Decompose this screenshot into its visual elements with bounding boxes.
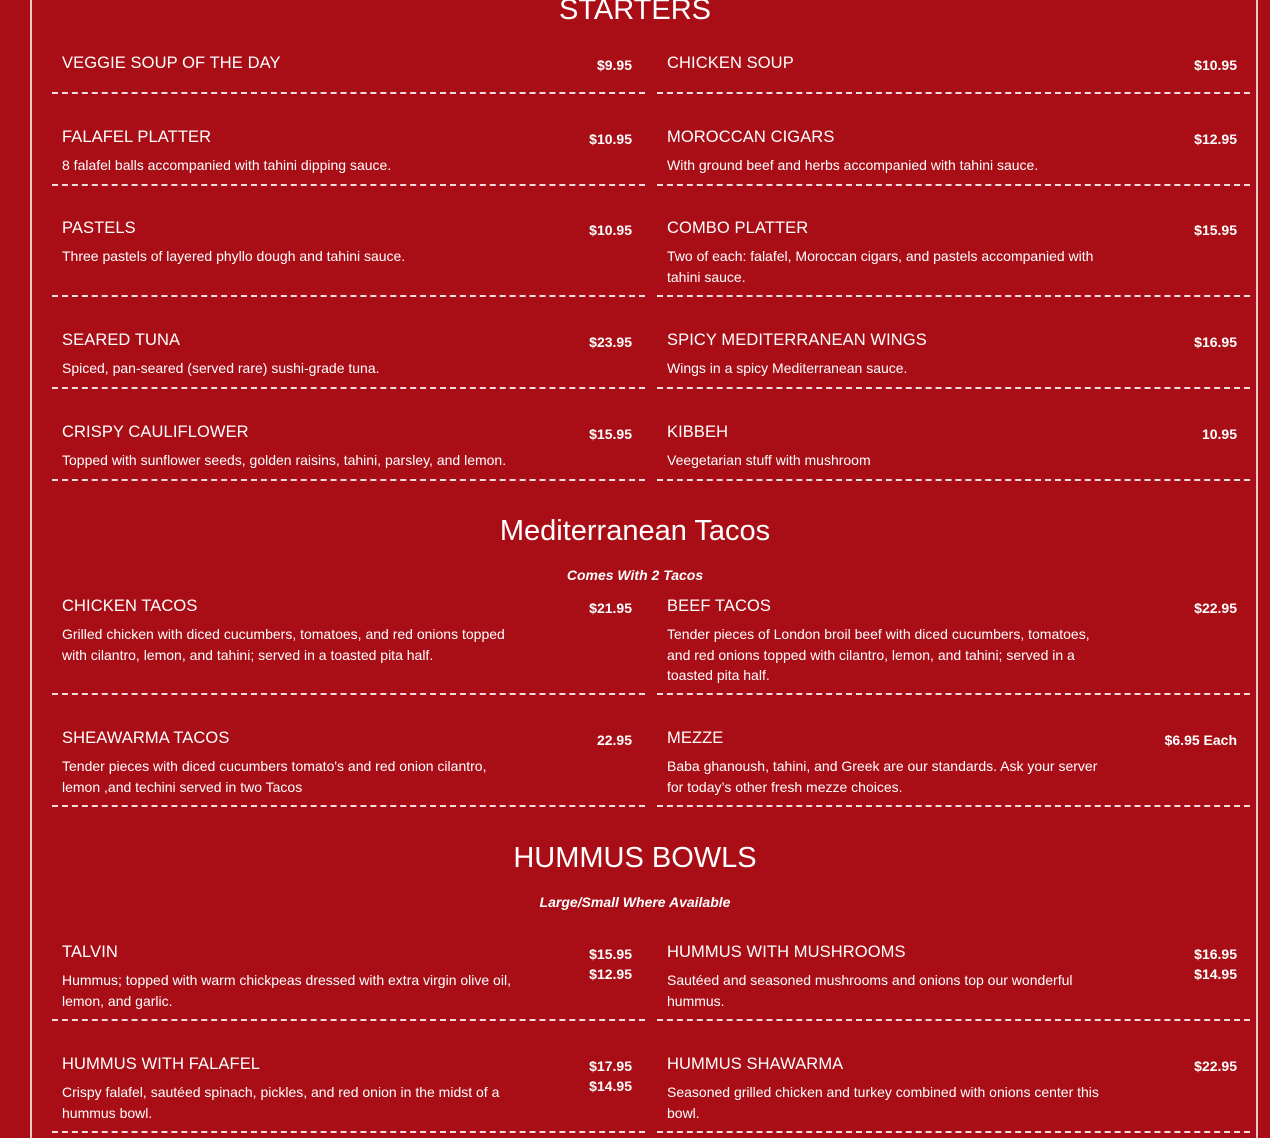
menu-item-crispy-cauliflower [52,423,645,483]
price-small: $14.95 [1194,966,1237,982]
dashed-divider [657,693,1250,695]
item-price: $22.95 [1194,1058,1237,1074]
item-price: 10.95 [1201,426,1237,442]
item-price: $23.95 [589,334,632,350]
item-price: $6.95 Each [1164,732,1237,748]
item-description: Three pastels of layered phyllo dough and tahini sauce. [62,248,406,264]
menu-item-chicken-tacos [52,597,645,697]
item-description: Wings in a spicy Mediterranean sauce. [667,360,908,376]
menu-item-moroccan-cigars [657,128,1250,188]
section-subtitle-hummus: Large/Small Where Available [539,894,731,910]
item-price: $10.95 [589,131,632,147]
dashed-divider [52,92,645,94]
menu-item-shawarma-tacos [52,729,645,809]
item-name: HUMMUS WITH MUSHROOMS [667,943,906,961]
item-price: 22.95 [596,732,632,748]
dashed-divider [657,295,1250,297]
section-subtitle-tacos: Comes With 2 Tacos [566,567,704,583]
item-description: Spiced, pan-seared (served rare) sushi-grade tuna. [62,360,380,376]
item-name: TALVIN [62,943,118,961]
section-title-hummus: HUMMUS BOWLS [513,842,757,874]
menu-item-pastels [52,219,645,299]
dashed-divider [52,1019,645,1021]
item-name: KIBBEH [667,423,729,441]
dashed-divider [657,479,1250,481]
menu-item-falafel-platter [52,128,645,188]
item-name: MEZZE [667,729,724,747]
item-name: FALAFEL PLATTER [62,128,212,146]
dashed-divider [52,184,645,186]
section-title-starters: STARTERS [558,0,711,26]
price-small: $12.95 [589,966,632,982]
item-description: Grilled chicken with diced cucumbers, tomatoes, and red onions topped with cilantro, lemon, and tahini; served in a toasted pita half. [62,626,505,663]
dashed-divider [52,693,645,695]
menu-item-seared-tuna [52,331,645,391]
menu-item-talvin [52,943,645,1023]
item-price: $16.95 [1194,334,1237,350]
menu-item-kibbeh [657,423,1250,483]
item-name: SEARED TUNA [62,331,181,349]
item-price [1194,944,1237,984]
item-price: $10.95 [1194,57,1237,73]
menu-item-veggie-soup [52,54,645,96]
item-description: Tender pieces with diced cucumbers tomato's and red onion cilantro, lemon ,and techini served in two Tacos [62,758,487,795]
item-name: CRISPY CAULIFLOWER [62,423,249,441]
item-description: Baba ghanoush, tahini, and Greek are our standards. Ask your server for today’s other fresh mezze choices. [667,758,1098,795]
item-name: SHEAWARMA TACOS [62,729,230,747]
item-description: Hummus; topped with warm chickpeas dressed with extra virgin olive oil, lemon, and garlic. [62,972,511,1009]
item-description: Sautéed and seasoned mushrooms and onions top our wonderful hummus. [667,972,1073,1009]
item-description: Tender pieces of London broil beef with diced cucumbers, tomatoes, and red onions topped with cilantro, lemon, and tahini; served in a toasted pita half. [667,626,1090,683]
item-price: $15.95 [1194,222,1237,238]
menu-item-hummus-falafel [52,1055,645,1135]
item-price: $9.95 [596,57,632,73]
item-name: CHICKEN SOUP [667,54,794,72]
dashed-divider [657,92,1250,94]
item-name: HUMMUS WITH FALAFEL [62,1055,261,1073]
dashed-divider [657,1019,1250,1021]
item-name: PASTELS [62,219,136,237]
item-price [589,1056,632,1096]
item-description: 8 falafel balls accompanied with tahini dipping sauce. [62,157,392,173]
item-name: CHICKEN TACOS [62,597,198,615]
menu-item-hummus-shawarma [657,1055,1250,1135]
price-large: $17.95 [589,1058,632,1074]
dashed-divider [52,387,645,389]
section-title-tacos: Mediterranean Tacos [499,515,771,547]
menu-item-mezze [657,729,1250,809]
dashed-divider [52,295,645,297]
item-price: $12.95 [1194,131,1237,147]
price-large: $15.95 [589,946,632,962]
dashed-divider [657,387,1250,389]
item-name: HUMMUS SHAWARMA [667,1055,844,1073]
menu-item-hummus-mushrooms [657,943,1250,1023]
item-name: BEEF TACOS [667,597,771,615]
price-small: $14.95 [589,1078,632,1094]
item-price: $21.95 [589,600,632,616]
item-name: SPICY MEDITERRANEAN WINGS [667,331,927,349]
dashed-divider [657,184,1250,186]
item-name: COMBO PLATTER [667,219,809,237]
item-name: VEGGIE SOUP OF THE DAY [62,54,281,72]
item-price: $15.95 [589,426,632,442]
item-price [589,944,632,984]
item-description: Topped with sunflower seeds, golden raisins, tahini, parsley, and lemon. [62,452,507,468]
dashed-divider [52,479,645,481]
dashed-divider [657,805,1250,807]
item-price: $10.95 [589,222,632,238]
menu-item-chicken-soup [657,54,1250,96]
menu-item-combo-platter [657,219,1250,299]
item-description: Seasoned grilled chicken and turkey combined with onions center this bowl. [667,1084,1099,1121]
menu-item-spicy-wings [657,331,1250,391]
item-description: Veegetarian stuff with mushroom [667,452,871,468]
item-price: $22.95 [1194,600,1237,616]
item-name: MOROCCAN CIGARS [667,128,835,146]
menu-item-beef-tacos [657,597,1250,697]
item-description: Two of each: falafel, Moroccan cigars, and pastels accompanied with tahini sauce. [667,248,1094,285]
dashed-divider [52,805,645,807]
item-description: With ground beef and herbs accompanied with tahini sauce. [667,157,1039,173]
item-description: Crispy falafel, sautéed spinach, pickles, and red onion in the midst of a hummus bowl. [62,1084,500,1121]
price-large: $16.95 [1194,946,1237,962]
